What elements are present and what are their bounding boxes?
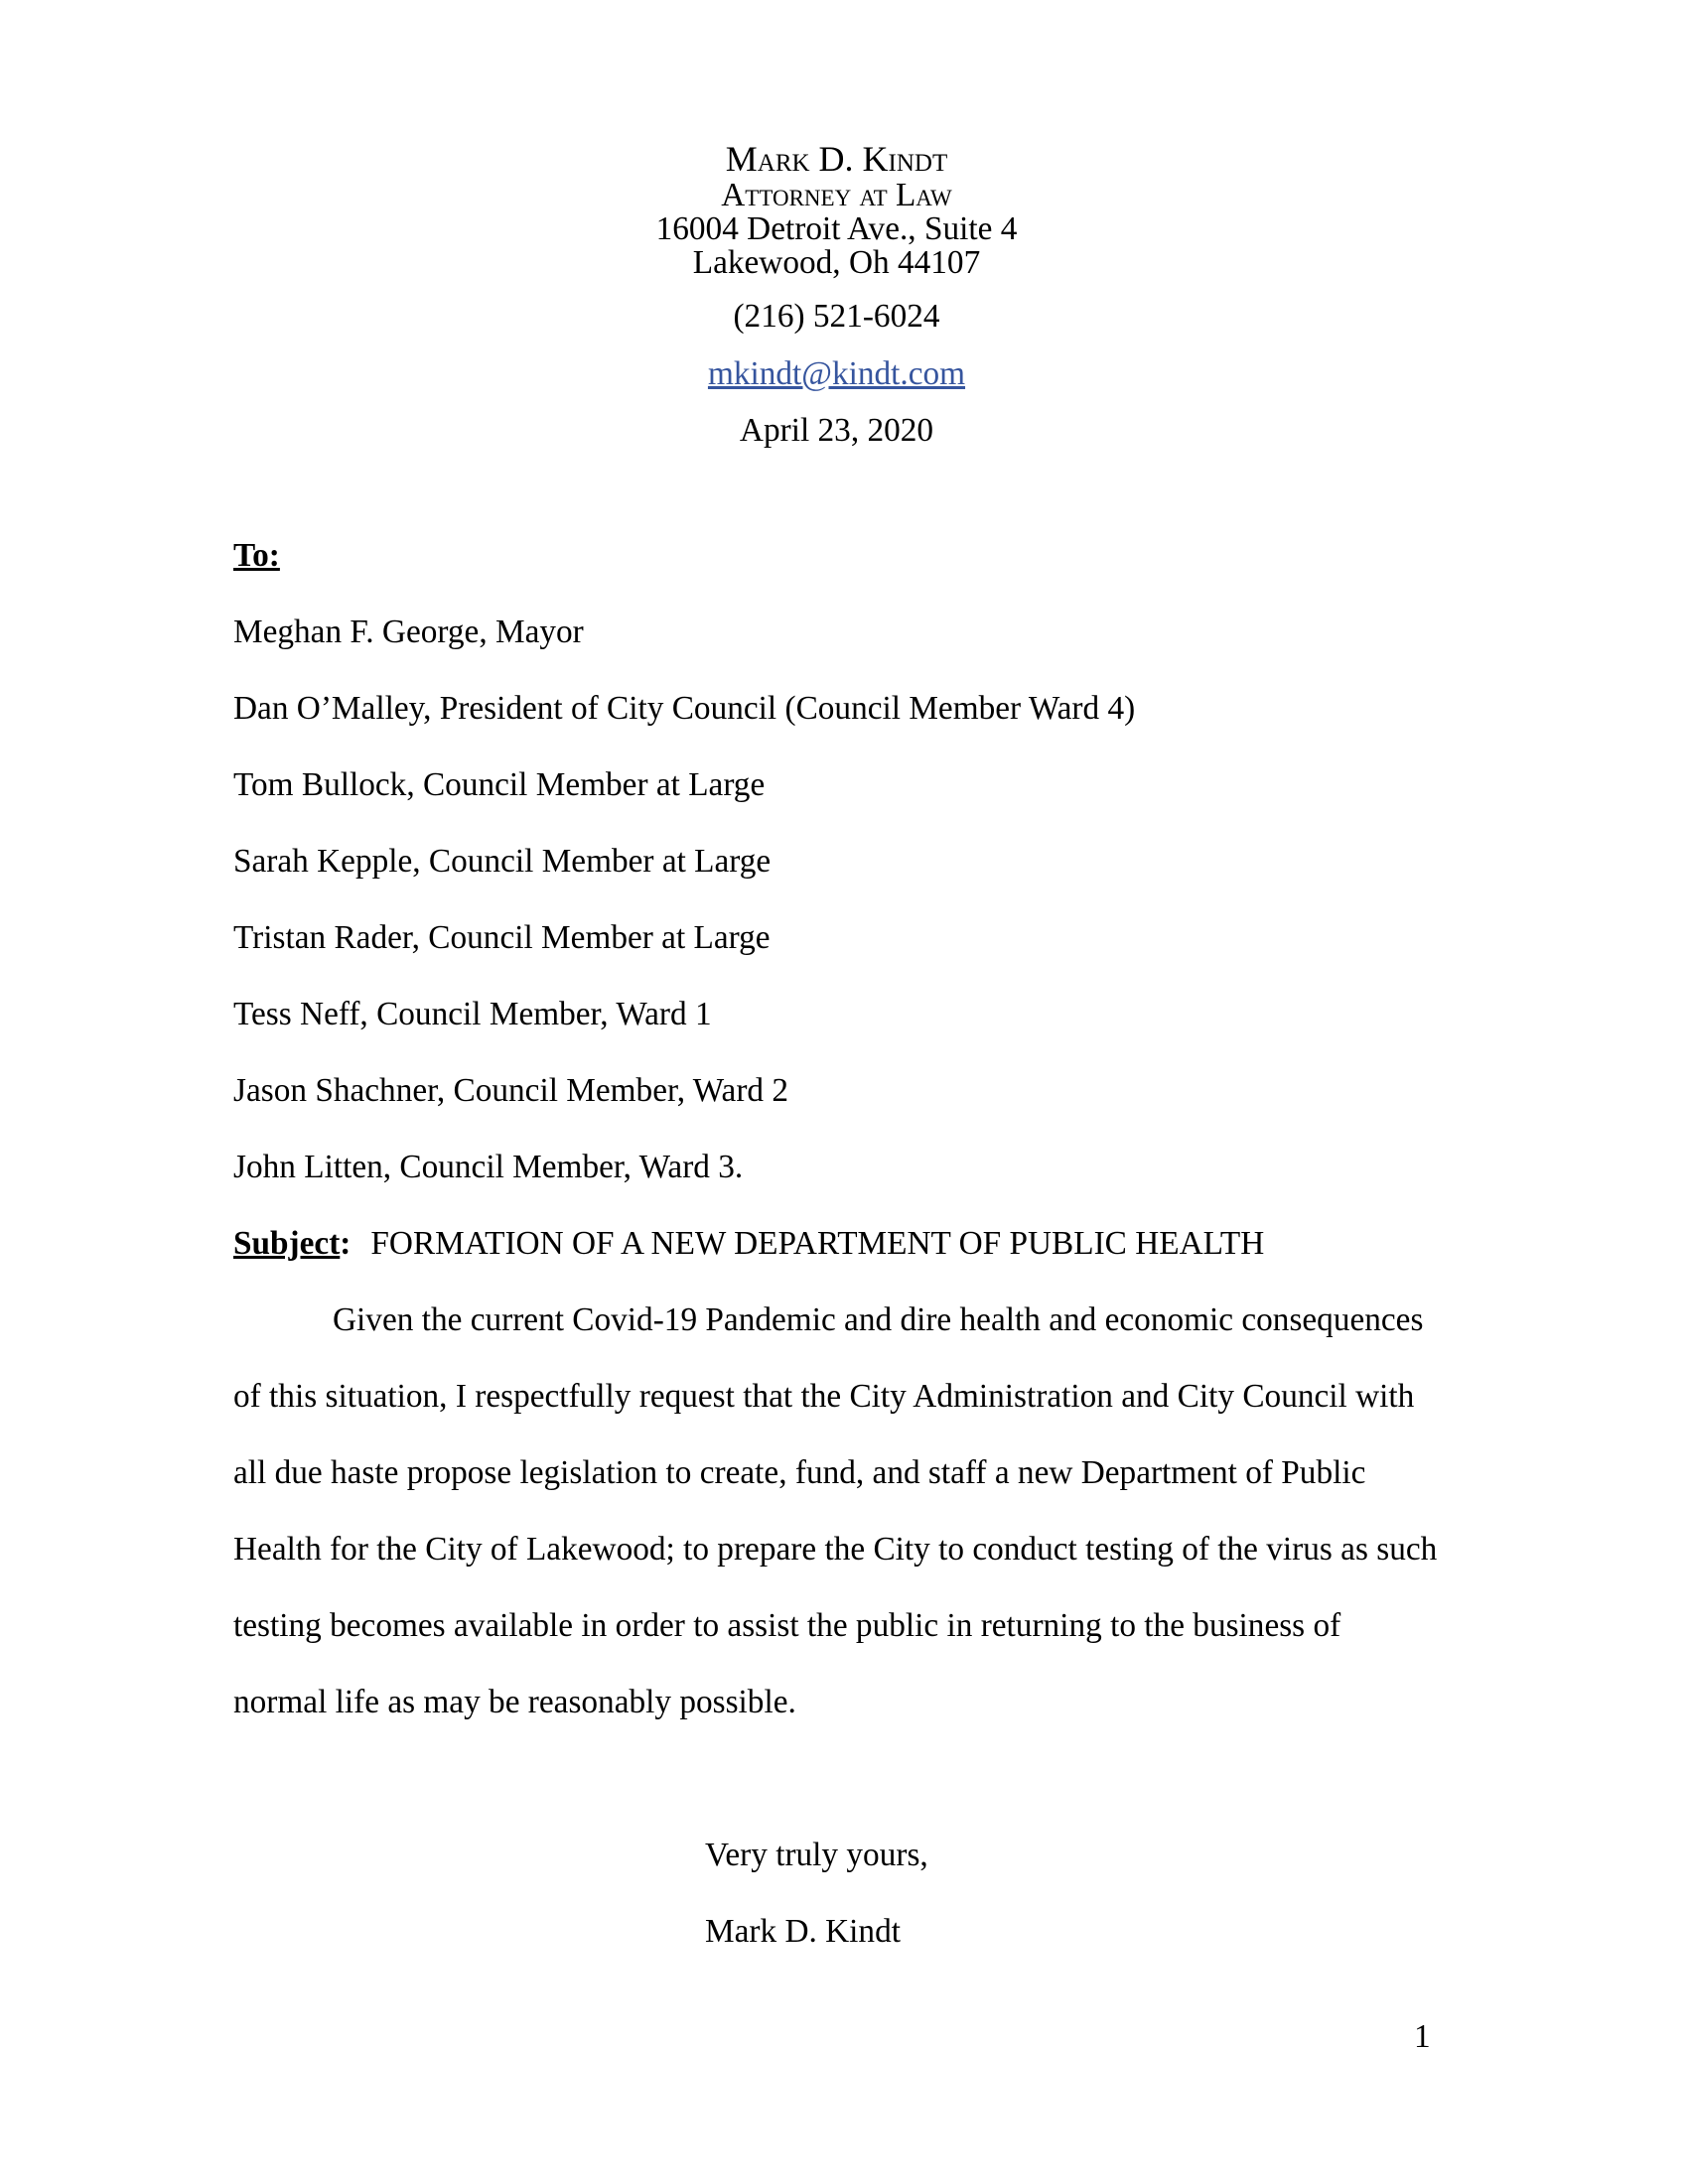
recipient: Meghan F. George, Mayor <box>233 614 584 650</box>
to-heading <box>233 517 1440 594</box>
letterhead-name: Mark D. Kindt <box>725 139 948 179</box>
recipient: John Litten, Council Member, Ward 3. <box>233 1149 744 1185</box>
letterhead-phone: (216) 521-6024 <box>733 298 940 335</box>
body-paragraph: Given the current Covid-19 Pandemic and dire health and economic consequences of this situation, I respectfully request that the City Administration and City Council with all due haste propose legislation to create, fund, and staff a new Department of Public Health for the City of Lakewood; to prepare the City to conduct testing of the virus as such testing becomes available in order to assist the public in returning to the business of normal life as may be reasonably possible. <box>233 1301 1438 1720</box>
letterhead-title: Attorney at Law <box>721 177 952 213</box>
recipient: Dan O’Malley, President of City Council (Council Member Ward 4) <box>233 690 1136 727</box>
recipient: Tom Bullock, Council Member at Large <box>233 766 766 803</box>
subject-line <box>233 1205 1440 1282</box>
closing-signature: Mark D. Kindt <box>705 1913 901 1950</box>
recipient: Sarah Kepple, Council Member at Large <box>233 843 772 880</box>
subject-text: FORMATION OF A NEW DEPARTMENT OF PUBLIC HEALTH <box>370 1225 1265 1262</box>
closing-block <box>705 1817 1440 1970</box>
closing-valediction: Very truly yours, <box>705 1837 928 1873</box>
recipient: Tristan Rader, Council Member at Large <box>233 919 771 956</box>
to-label: To: <box>233 537 280 574</box>
page-number: 1 <box>1414 2018 1431 2055</box>
letterhead <box>233 139 1440 448</box>
letter-date: April 23, 2020 <box>739 412 934 449</box>
recipient: Jason Shachner, Council Member, Ward 2 <box>233 1072 789 1109</box>
subject-colon: : <box>340 1225 352 1262</box>
letterhead-address-line1: 16004 Detroit Ave., Suite 4 <box>655 210 1018 247</box>
recipient: Tess Neff, Council Member, Ward 1 <box>233 996 712 1032</box>
letterhead-address-line2: Lakewood, Oh 44107 <box>692 244 981 281</box>
recipient-list <box>233 594 1440 1205</box>
email-link[interactable]: mkindt@kindt.com <box>707 355 966 392</box>
letter-main <box>233 517 1440 1970</box>
letterhead-email-row <box>233 357 1440 391</box>
subject-label: Subject: <box>233 1225 352 1262</box>
